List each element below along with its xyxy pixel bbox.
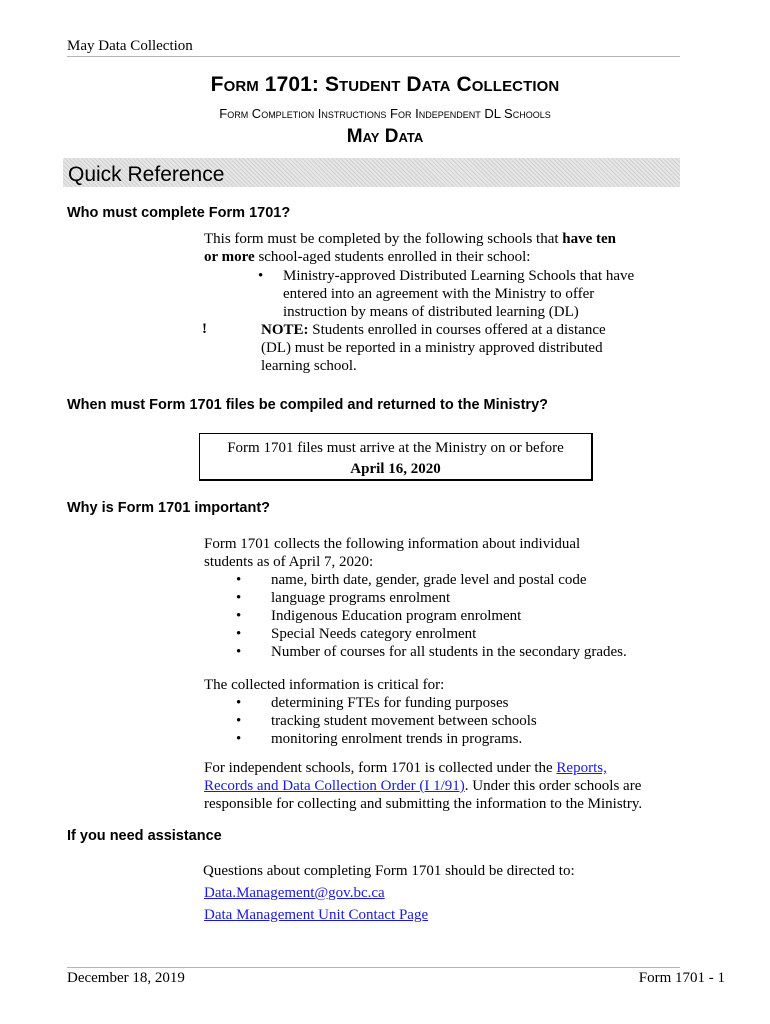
assist-heading: If you need assistance	[67, 828, 222, 844]
reports-order-link[interactable]: Reports, Records and Data Collection Order (I 1/91)	[204, 760, 607, 794]
list-item: • Number of courses for all students in the secondary grades.	[236, 644, 627, 660]
list-item: • language programs enrolment	[236, 590, 451, 606]
email-link[interactable]: Data.Management@gov.bc.ca	[204, 885, 385, 901]
running-header: May Data Collection	[67, 38, 193, 54]
critical-intro: The collected information is critical for:	[204, 677, 445, 693]
bullet-icon: •	[236, 590, 242, 606]
bullet-icon: •	[236, 608, 242, 624]
note-label: NOTE:	[261, 322, 309, 338]
deadline-date: April 16, 2020	[350, 461, 441, 477]
data-period-title: May Data	[346, 126, 424, 147]
footer-date: December 18, 2019	[67, 970, 185, 986]
bullet-icon: •	[258, 268, 264, 284]
page-number: Form 1701 - 1	[638, 970, 725, 986]
who-text-c: school-aged students enrolled in their school:	[254, 249, 531, 265]
list-item: • tracking student movement between schools	[236, 713, 537, 729]
exclamation-icon: !	[202, 321, 207, 337]
who-text-bold: have ten or more	[204, 231, 617, 265]
list-item: • determining FTEs for funding purposes	[236, 695, 509, 711]
note-text: Students enrolled in courses offered at a distance (DL) must be reported in a ministry approved distributed learning school.	[261, 322, 606, 374]
bullet-icon: •	[236, 572, 242, 588]
list-item: • Indigenous Education program enrolment	[236, 608, 522, 624]
bullet-icon: •	[236, 731, 242, 747]
bullet-icon: •	[236, 626, 242, 642]
list-item: • monitoring enrolment trends in programs.	[236, 731, 523, 747]
footer-rule	[67, 967, 680, 968]
why-intro: Form 1701 collects the following information about individual students as of April 7, 2020:	[204, 536, 581, 570]
deadline-box	[199, 433, 593, 481]
list-item: • name, birth date, gender, grade level and postal code	[236, 572, 587, 588]
who-text-a: This form must be completed by the following schools that	[204, 231, 563, 247]
when-heading: When must Form 1701 files be compiled and returned to the Ministry?	[67, 397, 548, 413]
header-rule	[67, 56, 680, 57]
order-paragraph: For independent schools, form 1701 is collected under the Reports, Records and Data Collection Order (I 1/91). Under this order schools are responsible for collecting and submitting the information to the Ministry.	[204, 760, 643, 812]
assist-intro: Questions about completing Form 1701 should be directed to:	[203, 863, 575, 879]
contact-page-link[interactable]: Data Management Unit Contact Page	[204, 907, 429, 923]
note-paragraph	[261, 321, 616, 375]
why-heading: Why is Form 1701 important?	[67, 500, 271, 516]
who-heading: Who must complete Form 1701?	[67, 205, 291, 221]
who-bullet	[260, 267, 635, 321]
deadline-line1: Form 1701 files must arrive at the Ministry on or before	[227, 440, 564, 456]
form-subtitle: Form Completion Instructions For Independent DL Schools	[219, 106, 551, 121]
bullet-icon: •	[236, 695, 242, 711]
form-title: Form 1701: Student Data Collection	[210, 73, 560, 96]
list-item: • Special Needs category enrolment	[236, 626, 477, 642]
who-paragraph	[204, 230, 629, 266]
bullet-icon: •	[236, 713, 242, 729]
quick-reference-heading: Quick Reference	[68, 163, 225, 186]
bullet-icon: •	[236, 644, 242, 660]
who-bullet-text: Ministry-approved Distributed Learning Schools that have entered into an agreement with the Ministry to offer instruction by means of distributed learning (DL)	[283, 268, 635, 320]
